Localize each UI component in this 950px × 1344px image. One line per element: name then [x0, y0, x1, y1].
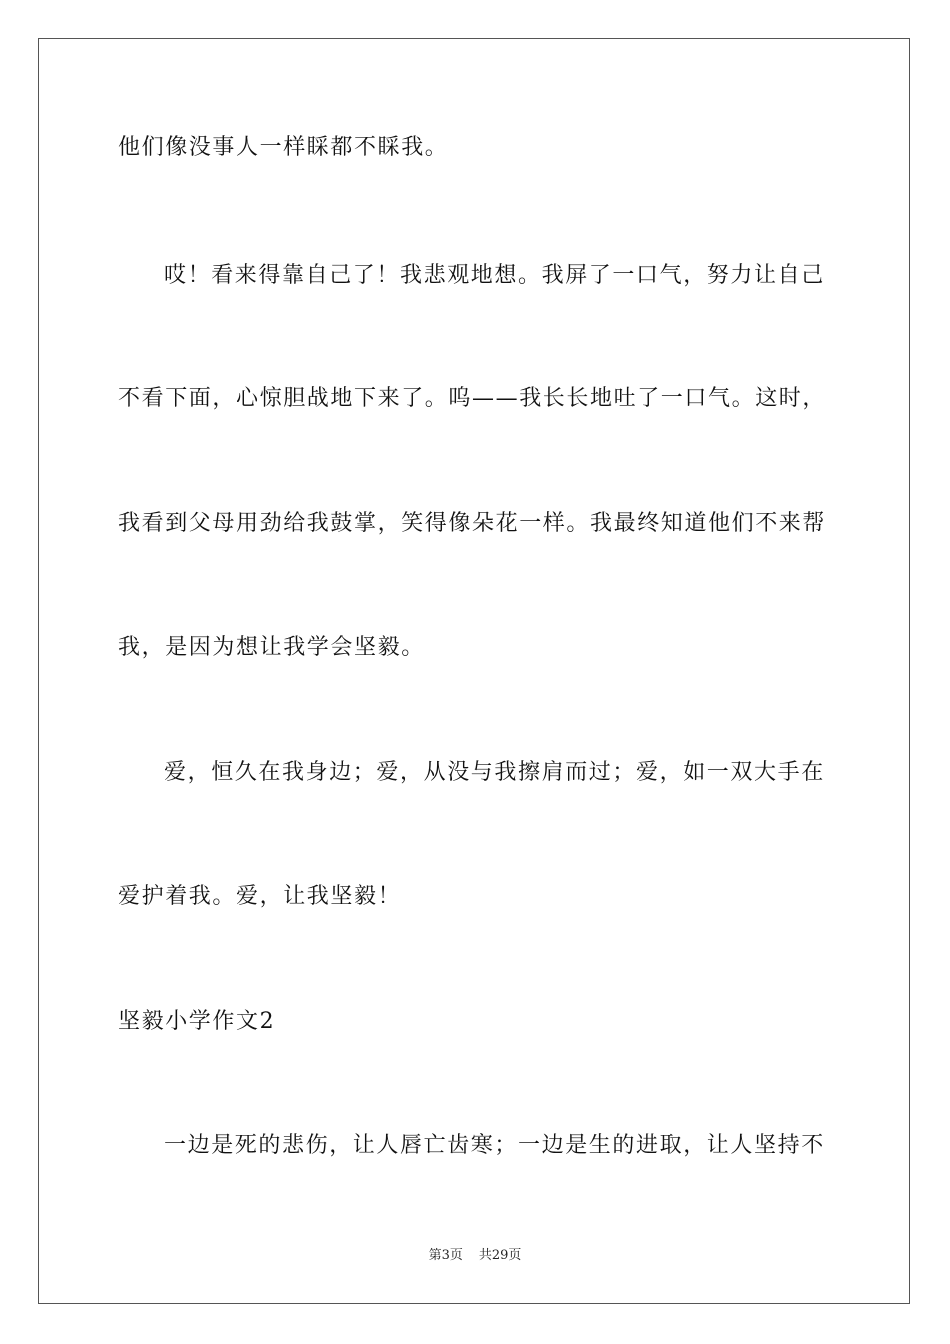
section-heading: 坚毅小学作文2: [118, 1009, 276, 1034]
paragraph-line: 不看下面，心惊胆战地下来了。呜——我长长地吐了一口气。这时，: [118, 386, 827, 411]
paragraph-line: 爱护着我。爱，让我坚毅！: [118, 884, 402, 909]
paragraph-line: 我看到父母用劲给我鼓掌，笑得像朵花一样。我最终知道他们不来帮: [118, 511, 827, 536]
paragraph-line: 他们像没事人一样睬都不睬我。: [118, 135, 449, 160]
page-number-current: 第3页: [428, 1248, 463, 1263]
page-number-total: 共29页: [478, 1248, 522, 1263]
paragraph-line: 哎！看来得靠自己了！我悲观地想。我屏了一口气，努力让自己: [164, 263, 825, 288]
page-footer: [0, 1247, 950, 1265]
page-border: [38, 38, 910, 1304]
paragraph-line: 一边是死的悲伤，让人唇亡齿寒；一边是生的进取，让人坚持不: [164, 1133, 825, 1158]
paragraph-line: 我，是因为想让我学会坚毅。: [118, 635, 425, 660]
paragraph-line: 爱，恒久在我身边；爱，从没与我擦肩而过；爱，如一双大手在: [164, 760, 825, 785]
